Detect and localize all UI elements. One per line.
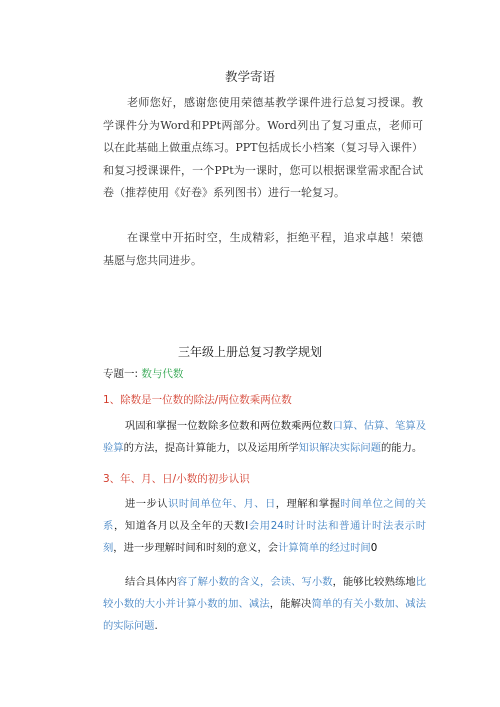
sec3-highlight-3: 会用24时计时法和普通计时法表示时刻 xyxy=(103,520,426,554)
sec3-highlight-2: 时间单位之间的关系 xyxy=(103,498,427,532)
section-3-decimal-body xyxy=(103,571,426,637)
topic-label: 专题一: xyxy=(103,368,139,380)
sec3b-text-1: 结合具体内 xyxy=(125,576,177,588)
sec3b-text-3: ，能解决 xyxy=(269,598,312,610)
sec3-text-3: ，知道各月以及全年的天数I xyxy=(113,520,249,532)
intro-title: 教学寄语 xyxy=(224,69,275,84)
sec3-highlight-4: 计算简单的经过时间 xyxy=(278,542,371,554)
section-1-body xyxy=(103,415,426,459)
sec3-highlight-1: 识时间单位年、月、日 xyxy=(168,498,276,510)
sec3-text-2: ，理解和掌握 xyxy=(275,498,341,510)
sec3b-highlight-2: 比较小数的大小并计算小数的加、减法 xyxy=(103,576,427,610)
intro-paragraph-2: 在课堂中开拓时空，生成精彩，拒绝平程，追求卓越！荣德基愿与您共同进步。 xyxy=(103,231,423,267)
sec3b-text-4: . xyxy=(154,620,158,632)
topic-heading xyxy=(103,366,183,381)
sec1-text-1: 巩固和掌握一位数除多位数和两位数乘两位数 xyxy=(125,420,333,432)
sec3-text-5: 0 xyxy=(370,542,378,554)
sec3-text-4: ，进一步理解时间和时刻的意义，会 xyxy=(113,542,279,554)
section-1-heading: 1、除数是一位数的除法/两位数乘两位数 xyxy=(103,394,292,406)
sec3b-text-2: ，能够比较熟练地 xyxy=(332,576,416,588)
section-3-heading: 3、年、月、日/小数的初步认识 xyxy=(103,473,250,485)
sec3b-highlight-1: 容了解小数的含义，会读、写小数 xyxy=(176,576,333,588)
intro-paragraph-1: 老师您好，感谢您使用荣德基教学课件进行总复习授课。教学课件分为Word和PPt两部分。Word列出了复习重点，老师可以在此基础上做重点练习。PPT包括成长小档案（复习导入课件）和复习授课课件，一个PPt为一课时，您可以根据课堂需求配合试卷（推荐使用《好卷》系列图书）进行一轮复习。 xyxy=(103,96,423,199)
sec1-highlight-1: 口算、估算、笔算及验算 xyxy=(103,420,427,454)
section-3-body xyxy=(103,493,426,559)
sec1-highlight-2: 知识解决实际问题 xyxy=(298,442,382,454)
sec1-text-3: 的能力。 xyxy=(381,442,423,454)
sec3-text-1: 进一步认 xyxy=(125,498,169,510)
topic-name: 数与代数 xyxy=(141,368,184,380)
sec3b-highlight-3: 简单的有关小数加、减法的实际问题 xyxy=(103,598,427,632)
sec1-text-2: 的方法，提高计算能力，以及运用所学 xyxy=(123,442,299,454)
plan-title: 三年级上册总复习教学规划 xyxy=(177,345,322,359)
